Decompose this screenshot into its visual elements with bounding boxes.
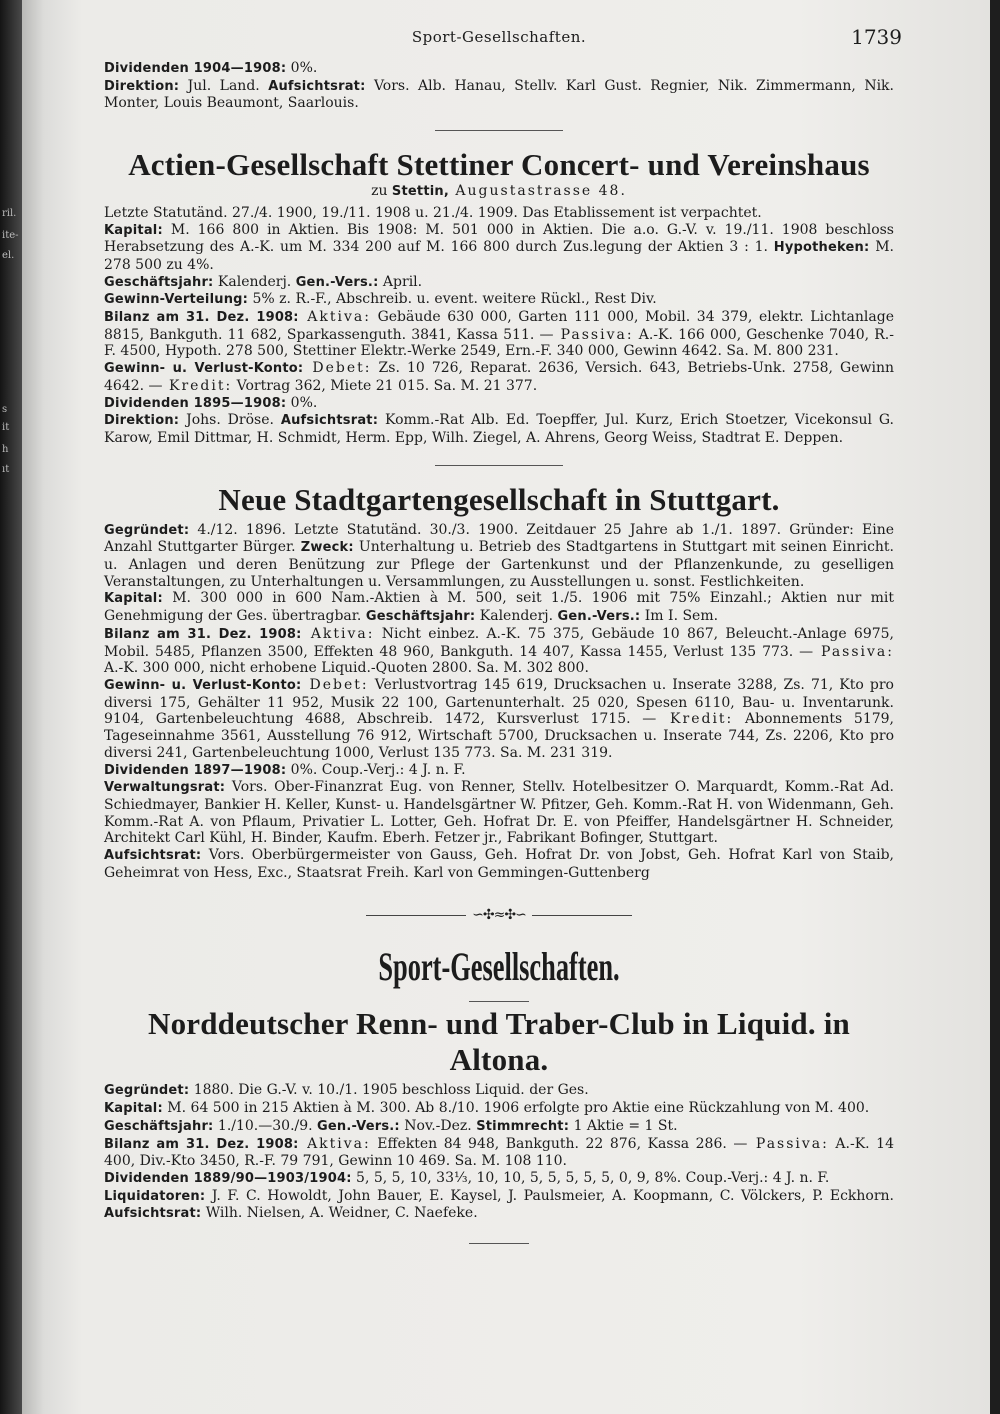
page-number: 1739 (851, 25, 902, 49)
separator-rule (469, 1243, 529, 1244)
company-title: Actien-Gesellschaft Stettiner Concert- und Vereinshaus (128, 147, 870, 183)
supervisory-board: Aufsichtsrat: Vors. Oberbürgermeister von Gauss, Geh. Hofrat Dr. von Jobst, Geh. Hofrat Karl von Staib, Geheimrat von Hess, Exc., Staatsrat Freih. Karl von Gemmingen-Guttenberg (104, 847, 894, 881)
management: Direktion: Johs. Dröse. Aufsichtsrat: Komm.-Rat Alb. Ed. Toepffer, Jul. Kurz, Erich Stoetzer, Vicekonsul G. Karow, Emil Dittmar, H. Schmidt, Herm. Epp, Wilh. Ziegel, A. Ahrens, Georg Weiss, Stadtrat E. Deppen. (104, 412, 895, 446)
margin-fragment: ıt (2, 464, 10, 475)
separator-rule (469, 1001, 529, 1002)
administrative-board: Verwaltungsrat: Vors. Ober-Finanzrat Eug. von Renner, Stellv. Hotelbesitzer O. Marquardt, Komm.-Rat Ad. Schiedmayer, Bankier H. Keller, Kunst- u. Handelsgärtner W. Pfitzer, Geh. Komm.-Rat H. von Widenmann, Geh. Komm.-Rat A. von Pflaum, Privatier L. Lotter, Geh. Hofrat Dr. E. von Pfeiffer, Handelsgärtner H. Schneider, Architekt Carl Kühl, H. Binder, Kaufm. Eberh. Fetzer jr., Fabrikant Bofinger, Stuttgart. (104, 779, 894, 847)
document-page (22, 0, 990, 1414)
margin-fragment: h (2, 444, 9, 455)
margin-fragment: s (2, 404, 8, 415)
balance-sheet: Bilanz am 31. Dez. 1908: Aktiva: Gebäude 630 000, Garten 111 000, Mobil. 34 379, elektr. Lichtanlage 8815, Bankguth. 11 682, Sparkassenguth. 3841, Kassa 511. — Passiva: A.-K. 166 000, Geschenke 7040, R.-F. 4500, Hypoth. 278 500, Stettiner Elektr.-Werke 2549, Ern.-F. 340 000, Gewinn 4642. Sa. M. 800 231. (104, 309, 894, 360)
ornament-divider (104, 907, 894, 923)
margin-fragment: it (2, 422, 10, 433)
previous-page-fragments (0, 0, 22, 1414)
separator-rule (435, 465, 563, 466)
ornament-line (366, 915, 466, 916)
business-year: Geschäftsjahr: 1./10.—30./9. Gen.-Vers.: Nov.-Dez. Stimmrecht: 1 Aktie = 1 St. (104, 1117, 678, 1134)
section-heading: Sport-Gesellschaften. (378, 944, 620, 990)
ornament-flourish: ∽✣≈✣∽ (472, 907, 526, 924)
founded: Gegründet: 4./12. 1896. Letzte Statutänd. 30./3. 1900. Zeitdauer 25 Jahre ab 1./1. 1897. Gründer: Eine Anzahl Stuttgarter Bürger. Zweck: Unterhaltung u. Betrieb des Stadtgartens in Stuttgart mit seinen Einricht. u. Anlagen und deren Benützung zur Pflege der Gartenkunst und der Pflanzenkunde, zu geselligen Veranstaltungen, zu Unterhaltungen u. Versammlungen, zu Ausstellungen u. sonst. Festlichkeiten. (104, 521, 895, 590)
running-header (104, 22, 902, 60)
capital: Kapital: M. 300 000 in 600 Nam.-Aktien à M. 500, seit 1./5. 1906 mit 75% Einzahl.; Aktien nur mit Genehmigung der Ges. übertragbar. Geschäftsjahr: Kalenderj. Gen.-Vers.: Im I. Sem. (104, 590, 894, 625)
margin-fragment: ite- (2, 230, 19, 241)
profit-loss-account: Gewinn- u. Verlust-Konto: Debet: Zs. 10 726, Reparat. 2636, Versich. 643, Betriebs-Unk. 2758, Gewinn 4642. — Kredit: Vortrag 362, Miete 21 015. Sa. M. 21 377. (104, 360, 894, 394)
capital: Kapital: M. 166 800 in Aktien. Bis 1908: M. 501 000 in Aktien. Die a.o. G.-V. v. 19./11. 1908 beschloss Herabsetzung des A.-K. um M. 334 200 auf M. 166 800 durch Zus.legung der Aktien 3 : 1. Hypotheken: M. 278 500 zu 4%. (104, 221, 894, 273)
ornament-line (532, 915, 632, 916)
balance-sheet: Bilanz am 31. Dez. 1908: Aktiva: Effekten 84 948, Bankguth. 22 876, Kassa 286. — Passiva: A.-K. 14 400, Div.-Kto 3450, R.-F. 79 791, Gewinn 10 469. Sa. M. 108 110. (104, 1135, 894, 1170)
margin-fragment: el. (2, 250, 15, 261)
page-content (104, 22, 902, 1244)
scan-right-edge (990, 0, 1000, 1414)
capital: Kapital: M. 64 500 in 215 Aktien à M. 300. Ab 8./10. 1906 erfolgte pro Aktie eine Rückzahlung von M. 400. (104, 1100, 870, 1117)
running-title: Sport-Gesellschaften. (411, 28, 587, 46)
dividends: Dividenden 1897—1908: 0%. Coup.-Verj.: 4 J. n. F. (104, 761, 466, 778)
founded: Gegründet: 1880. Die G.-V. v. 10./1. 1905 beschloss Liquid. der Ges. (104, 1082, 589, 1099)
separator-rule (435, 130, 563, 131)
company-location: zu Stettin, Augustastrasse 48. (371, 183, 627, 200)
company-title: Norddeutscher Renn- und Traber-Club in Liquid. in Altona. (147, 1006, 851, 1078)
margin-fragment: ril. (2, 208, 17, 219)
profit-loss-account: Gewinn- u. Verlust-Konto: Debet: Verlustvortrag 145 619, Drucksachen u. Inserate 3288, Zs. 71, Kto pro diversi 175, Gehälter 11 952, Musik 22 100, Gartenunterhalt. 25 020, Spesen 6110, Bau- u. Inventarunk. 9104, Gartenbeleuchtung 4688, Abschreib. 1472, Kursverlust 1715. — Kredit: Abonnements 5179, Tageseinnahme 3561, Ausstellung 76 912, Wirtschaft 5700, Drucksachen u. Inserate 744, Zs. 2206, Kto pro diversi 241, Gartenbeleuchtung 1000, Verlust 135 773. Sa. M. 231 319. (104, 676, 895, 761)
company-title: Neue Stadtgartengesellschaft in Stuttgart. (218, 481, 780, 517)
balance-sheet: Bilanz am 31. Dez. 1908: Aktiva: Nicht einbez. A.-K. 75 375, Gebäude 10 867, Beleucht.-Anlage 6975, Mobil. 5485, Pflanzen 3500, Effekten 48 960, Bankguth. 14 407, Kassa 1455, Verlust 135 773. — Passiva: A.-K. 300 000, nicht erhobene Liquid.-Quoten 2800. Sa. M. 302 800. (104, 625, 894, 677)
business-year: Geschäftsjahr: Kalenderj. Gen.-Vers.: April. (104, 273, 423, 290)
dividends: Dividenden 1889/90—1903/1904: 5, 5, 5, 10, 33⅓, 10, 10, 5, 5, 5, 5, 5, 0, 9, 8%. Coup.-Verj.: 4 J. n. F. (104, 1169, 830, 1186)
liquidators: Liquidatoren: J. F. C. Howoldt, John Bauer, E. Kaysel, J. Paulsmeier, A. Koopmann, C. Völckers, P. Eckhorn. Aufsichtsrat: Wilh. Nielsen, A. Weidner, C. Naefeke. (104, 1187, 894, 1222)
profit-distribution: Gewinn-Verteilung: 5% z. R.-F., Abschreib. u. event. weitere Rückl., Rest Div. (104, 291, 657, 308)
dividends: Dividenden 1895—1908: 0%. (104, 394, 318, 411)
dividends-line: Dividenden 1904—1908: 0%. (104, 60, 318, 76)
management-line: Direktion: Jul. Land. Aufsichtsrat: Vors. Alb. Hanau, Stellv. Karl Gust. Regnier, Nik. Zimmermann, Nik. Monter, Louis Beaumont, Saarlouis. (104, 77, 894, 112)
statutes: Letzte Statutänd. 27./4. 1900, 19./11. 1908 u. 21./4. 1909. Das Etablissement ist verpachtet. (104, 204, 762, 221)
